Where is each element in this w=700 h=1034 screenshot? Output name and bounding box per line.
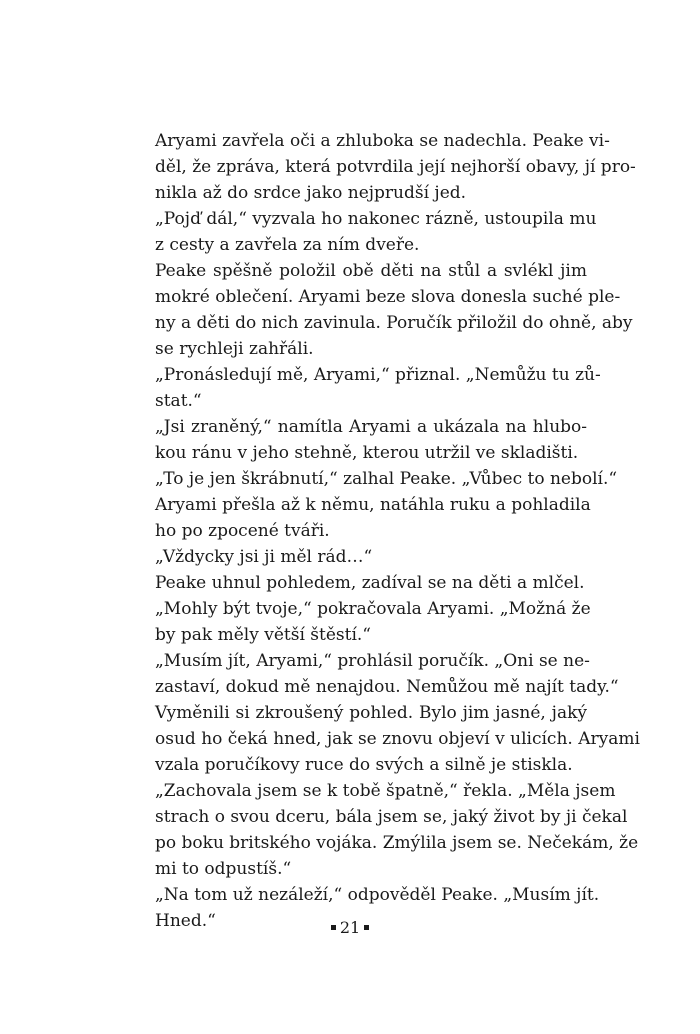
paragraph	[155, 492, 591, 544]
paragraph	[155, 596, 591, 648]
text-line: děl, že zpráva, která potvrdila její nejhorší obavy, jí pro-	[155, 157, 636, 177]
text-line: osud ho čeká hned, jak se znovu objeví v ulicích. Aryami	[155, 729, 640, 749]
text-line: nikla až do srdce jako nejprudší jed.	[155, 183, 467, 203]
text-line: ny a děti do nich zavinula. Poručík přiložil do ohně, aby	[155, 313, 633, 333]
text-line: „Jsi zraněný,“ namítla Aryami a ukázala na hlubo-	[155, 417, 587, 437]
paragraph	[155, 128, 636, 206]
paragraph	[155, 414, 587, 466]
text-line: „Pronásledují mě, Aryami,“ přiznal. „Nemůžu tu zů-	[155, 365, 601, 385]
paragraph	[155, 570, 587, 596]
text-line: Peake uhnul pohledem, zadíval se na děti a mlčel.	[155, 573, 585, 593]
text-line: „Pojď dál,“ vyzvala ho nakonec rázně, ustoupila mu	[155, 209, 597, 229]
text-line: strach o svou dceru, bála jsem se, jaký život by ji čekal	[155, 807, 628, 827]
paragraph	[155, 778, 639, 882]
text-line: stat.“	[155, 391, 202, 411]
text-line: vzala poručíkovy ruce do svých a silně je stiskla.	[155, 755, 573, 775]
text-line: po boku britského vojáka. Zmýlila jsem se. Nečekám, že	[155, 833, 639, 853]
paragraph	[155, 700, 640, 778]
text-line: „Zachovala jsem se k tobě špatně,“ řekla. „Měla jsem	[155, 781, 616, 801]
text-line: kou ránu v jeho stehně, kterou utržil ve skladišti.	[155, 443, 579, 463]
text-line: ho po zpocené tváři.	[155, 521, 330, 541]
text-line: z cesty a zavřela za ním dveře.	[155, 235, 420, 255]
text-line: Vyměnili si zkroušený pohled. Bylo jim jasné, jaký	[155, 703, 587, 723]
text-line: Hned.“	[155, 911, 216, 931]
text-line: „Mohly být tvoje,“ pokračovala Aryami. „Možná že	[155, 599, 591, 619]
text-line: „Vždycky jsi ji měl rád…“	[155, 547, 373, 567]
text-line: Aryami přešla až k němu, natáhla ruku a pohladila	[155, 495, 591, 515]
paragraph	[155, 648, 619, 700]
text-line: mi to odpustíš.“	[155, 859, 292, 879]
text-line: „Na tom už nezáleží,“ odpověděl Peake. „Musím jít.	[155, 885, 600, 905]
paragraph	[155, 466, 618, 492]
text-line: „To je jen škrábnutí,“ zalhal Peake. „Vůbec to nebolí.“	[155, 469, 618, 489]
page-number	[0, 918, 700, 937]
body-text	[155, 128, 640, 934]
square-bullet-icon	[364, 925, 369, 930]
paragraph	[155, 544, 587, 570]
text-line: zastaví, dokud mě nenajdou. Nemůžou mě najít tady.“	[155, 677, 619, 697]
paragraph	[155, 206, 597, 258]
text-line: Peake spěšně položil obě děti na stůl a svlékl jim	[155, 261, 587, 281]
text-line: by pak měly větší štěstí.“	[155, 625, 372, 645]
text-line: se rychleji zahřáli.	[155, 339, 314, 359]
paragraph	[155, 258, 633, 362]
text-line: mokré oblečení. Aryami beze slova donesla suché ple-	[155, 287, 621, 307]
text-line: „Musím jít, Aryami,“ prohlásil poručík. „Oni se ne-	[155, 651, 590, 671]
text-line: Aryami zavřela oči a zhluboka se nadechla. Peake vi-	[155, 131, 610, 151]
paragraph	[155, 362, 601, 414]
page-number-value: 21	[339, 918, 361, 937]
square-bullet-icon	[331, 925, 336, 930]
